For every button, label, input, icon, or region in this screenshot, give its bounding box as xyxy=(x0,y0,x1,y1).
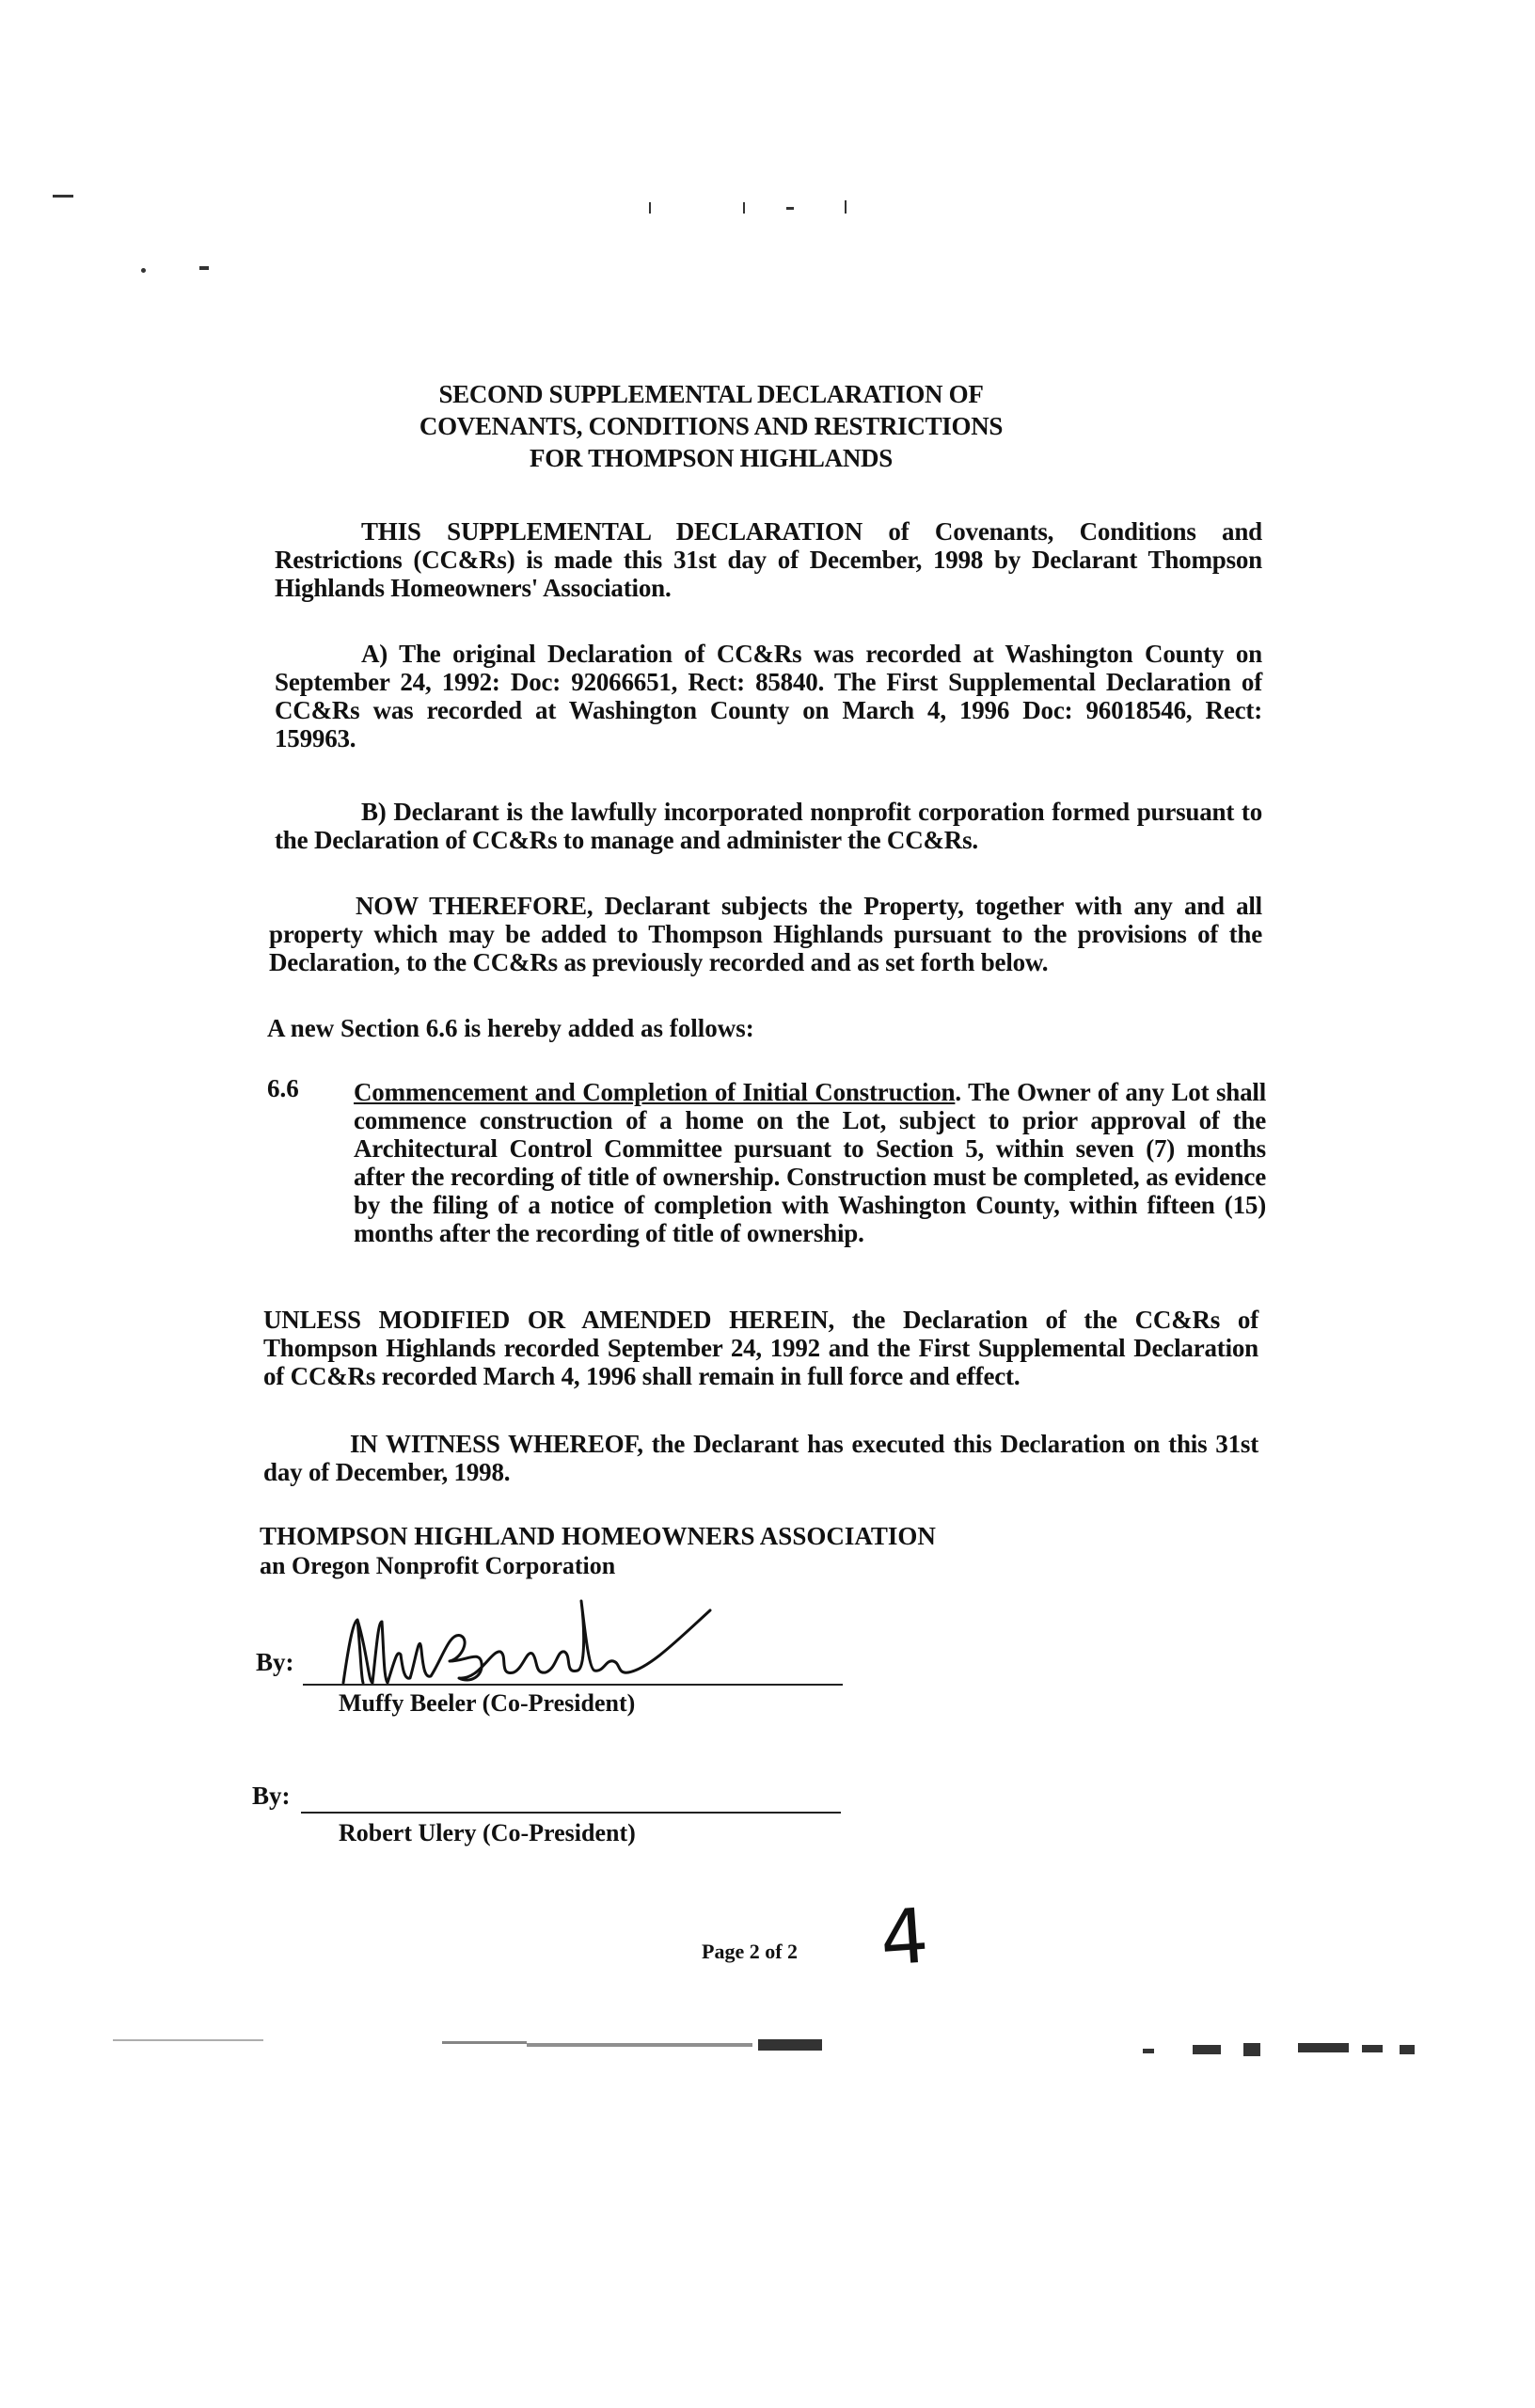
new-section-intro: A new Section 6.6 is hereby added as follows: xyxy=(267,1014,754,1042)
handwritten-signature xyxy=(339,1593,715,1699)
now-therefore-text: NOW THEREFORE, Declarant subjects the Property, together with any and all property which may be added to Thompson Highlands pursuant to the provisions of the Declaration, to the CC&Rs as previously recorded and as set forth below. xyxy=(269,892,1262,976)
scan-mark xyxy=(649,202,651,214)
scan-mark xyxy=(1400,2045,1415,2054)
scan-mark xyxy=(199,266,209,270)
scan-mark xyxy=(442,2041,527,2044)
scan-mark xyxy=(743,202,745,214)
scan-mark xyxy=(845,200,847,214)
title-line-2: COVENANTS, CONDITIONS AND RESTRICTIONS xyxy=(419,412,1004,440)
scan-mark xyxy=(1143,2049,1154,2053)
scan-mark xyxy=(527,2043,752,2047)
signer-2: Robert Ulery (Co-President) xyxy=(339,1819,636,1846)
scan-mark xyxy=(1193,2045,1221,2054)
intro-text: THIS SUPPLEMENTAL DECLARATION of Covenants, Conditions and Restrictions (CC&Rs) is made this 31st day of December, 1998 by Declarant Thompson Highlands Homeowners' Association. xyxy=(275,517,1262,602)
scan-mark xyxy=(141,268,146,273)
witness-text: IN WITNESS WHEREOF, the Declarant has executed this Declaration on this 31st day of December, 1998. xyxy=(263,1430,1258,1486)
by-label-1: By: xyxy=(256,1648,294,1676)
title-line-3: FOR THOMPSON HIGHLANDS xyxy=(530,444,893,472)
association-name: THOMPSON HIGHLAND HOMEOWNERS ASSOCIATION xyxy=(260,1522,936,1550)
intro-paragraph xyxy=(275,517,1262,602)
signer-1: Muffy Beeler (Co-President) xyxy=(339,1689,636,1717)
signature-line-2 xyxy=(301,1812,841,1814)
section-heading: Commencement and Completion of Initial Construction xyxy=(354,1078,956,1106)
witness-paragraph xyxy=(263,1430,1258,1486)
unless-text: UNLESS MODIFIED OR AMENDED HEREIN, the Declaration of the CC&Rs of Thompson Highlands recorded September 24, 1992 and the First Supplemental Declaration of CC&Rs recorded March 4, 1996 shall remain in full force and effect. xyxy=(263,1306,1258,1390)
section-6-6-paragraph xyxy=(354,1078,1266,1247)
by-label-2: By: xyxy=(252,1782,291,1810)
scan-mark xyxy=(786,207,794,210)
scan-mark xyxy=(1362,2045,1383,2052)
handwritten-page-number: 4 xyxy=(877,1892,932,1983)
scan-mark xyxy=(53,195,73,198)
section-number: 6.6 xyxy=(267,1074,299,1102)
recital-b-text: B) Declarant is the lawfully incorporated nonprofit corporation formed pursuant to the Declaration of CC&Rs to manage and administer the CC&Rs. xyxy=(275,798,1262,854)
scan-mark xyxy=(758,2039,822,2051)
unless-paragraph xyxy=(263,1306,1258,1390)
now-therefore-paragraph xyxy=(269,892,1262,976)
scan-mark xyxy=(113,2039,263,2041)
section-body: . The Owner of any Lot shall commence construction of a home on the Lot, subject to prior approval of the Architectural Control Committee pursuant to Section 5, within seven (7) months after the recording of title of ownership. Construction must be completed, as evidence by the filing of a notice of completion with Washington County, within fifteen (15) months after the recording of title of ownership. xyxy=(354,1078,1267,1247)
scan-mark xyxy=(1243,2043,1260,2056)
title-line-1: SECOND SUPPLEMENTAL DECLARATION OF xyxy=(438,380,984,408)
page-number: Page 2 of 2 xyxy=(702,1940,799,1963)
association-type: an Oregon Nonprofit Corporation xyxy=(260,1552,616,1579)
document-title xyxy=(0,378,1535,474)
recital-a-text: A) The original Declaration of CC&Rs was recorded at Washington County on September 24, 1992: Doc: 92066651, Rect: 85840. The First Supplemental Declaration of CC&Rs was recorded at Washington County on March 4, 1996 Doc: 96018546, Rect: 159963. xyxy=(275,640,1262,752)
recital-a-paragraph xyxy=(275,640,1262,752)
scan-mark xyxy=(1298,2043,1349,2052)
recital-b-paragraph xyxy=(275,798,1262,854)
